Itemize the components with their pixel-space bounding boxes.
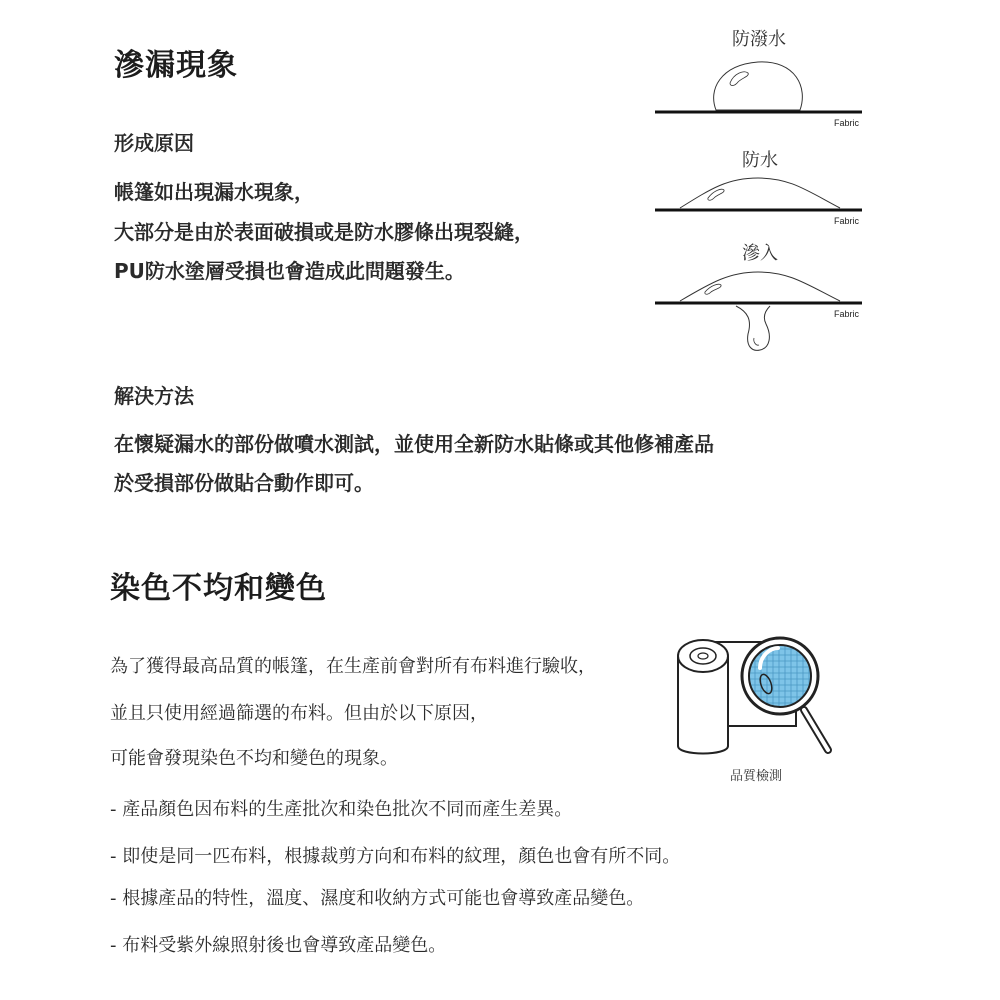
fabric-label: Fabric <box>834 118 860 128</box>
bullet-item: - 即使是同一匹布料，根據裁剪方向和布料的紋理，顏色也會有所不同。 <box>110 846 681 867</box>
solution-line: 在懷疑漏水的部份做噴水測試，並使用全新防水貼條或其他修補產品 <box>114 432 714 456</box>
section-title-discoloration: 染色不均和變色 <box>110 571 327 606</box>
section-title-leakage: 滲漏現象 <box>114 48 238 83</box>
solution-line: 於受損部份做貼合動作即可。 <box>114 471 374 495</box>
intro-line: 並且只使用經過篩選的布料。但由於以下原因， <box>110 703 488 724</box>
cause-line: 大部分是由於表面破損或是防水膠條出現裂縫， <box>114 220 534 244</box>
bullet-item: - 布料受紫外線照射後也會導致產品變色。 <box>110 935 447 956</box>
fabric-label: Fabric <box>834 309 860 319</box>
illustration-caption: 品質檢測 <box>730 769 783 784</box>
fabric-roll-magnifier-icon <box>668 628 848 763</box>
intro-line: 為了獲得最高品質的帳篷，在生產前會對所有布料進行驗收， <box>110 656 596 677</box>
quality-inspection-illustration <box>668 628 848 788</box>
diagram-label-waterproof: 防水 <box>742 150 778 171</box>
diagram-label-penetration: 滲入 <box>742 243 778 264</box>
diagram-label-water-repellent: 防潑水 <box>732 29 786 50</box>
cause-heading: 形成原因 <box>114 131 194 155</box>
intro-line: 可能會發現染色不均和變色的現象。 <box>110 748 398 769</box>
waterproof-diagram <box>650 20 870 360</box>
bullet-item: - 產品顏色因布料的生產批次和染色批次不同而產生差異。 <box>110 799 573 820</box>
cause-line: PU防水塗層受損也會造成此問題發生。 <box>114 259 465 283</box>
fabric-label: Fabric <box>834 216 860 226</box>
solution-heading: 解決方法 <box>114 384 194 408</box>
bullet-item: - 根據產品的特性，溫度、濕度和收納方式可能也會導致產品變色。 <box>110 888 645 909</box>
cause-line: 帳篷如出現漏水現象， <box>114 180 314 204</box>
